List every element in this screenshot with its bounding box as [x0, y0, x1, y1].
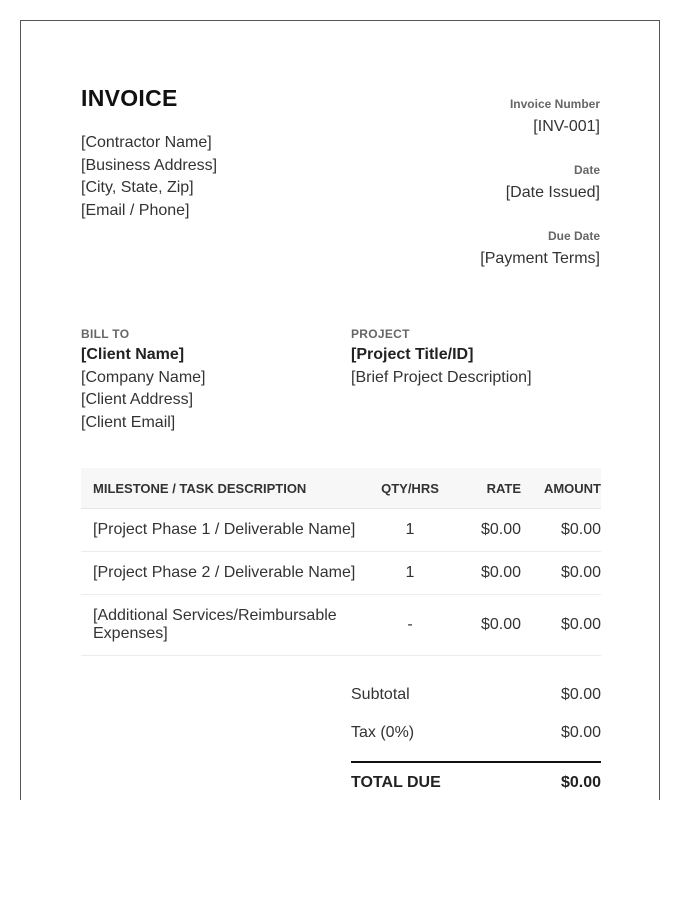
- totals-block: [351, 681, 601, 803]
- row-description: [Additional Services/Reimbursable Expenses]: [81, 595, 371, 656]
- invoice-title: INVOICE: [81, 85, 178, 111]
- contractor-city: [City, State, Zip]: [81, 179, 194, 196]
- row-rate: $0.00: [449, 595, 521, 656]
- tax-label: Tax (0%): [351, 724, 415, 741]
- client-company: [Company Name]: [81, 368, 206, 386]
- invoice-date-value: [Date Issued]: [505, 184, 600, 201]
- header-amount: AMOUNT: [521, 468, 601, 509]
- client-address: [Client Address]: [81, 391, 194, 408]
- total-due-label: TOTAL DUE: [351, 774, 441, 791]
- table-row: [81, 595, 601, 656]
- client-name: [Client Name]: [81, 346, 185, 363]
- invoice-date-group: [340, 163, 600, 229]
- bill-to-block: [81, 327, 341, 434]
- row-qty: 1: [371, 552, 449, 595]
- project-label: PROJECT: [351, 327, 410, 341]
- invoice-due-label: Due Date: [547, 229, 600, 243]
- row-qty: -: [371, 595, 449, 656]
- invoice-page: [20, 20, 660, 800]
- row-amount: $0.00: [521, 595, 601, 656]
- client-email: [Client Email]: [81, 413, 176, 431]
- tax-value: $0.00: [560, 724, 601, 741]
- bill-to-label: BILL TO: [81, 327, 130, 341]
- contractor-address: [Business Address]: [81, 156, 218, 174]
- project-title: [Project Title/ID]: [351, 346, 474, 363]
- table-header-row: [81, 468, 601, 509]
- table-row: [81, 552, 601, 595]
- table-row: [81, 509, 601, 552]
- row-description: [Project Phase 2 / Deliverable Name]: [81, 552, 371, 595]
- total-due-value: $0.00: [560, 774, 601, 791]
- subtotal-row: [351, 681, 601, 719]
- row-qty: 1: [371, 509, 449, 552]
- header-description: MILESTONE / TASK DESCRIPTION: [81, 468, 371, 509]
- line-items-table: [81, 468, 601, 656]
- contractor-block: [81, 132, 217, 222]
- header-rate: RATE: [449, 468, 521, 509]
- total-due-row: [351, 763, 601, 803]
- project-description: [Brief Project Description]: [351, 368, 532, 386]
- tax-row: [351, 719, 601, 757]
- contractor-name: [Contractor Name]: [81, 134, 212, 151]
- row-description: [Project Phase 1 / Deliverable Name]: [81, 509, 371, 552]
- subtotal-value: $0.00: [560, 686, 601, 703]
- row-rate: $0.00: [449, 509, 521, 552]
- invoice-date-label: Date: [573, 163, 600, 177]
- contractor-contact: [Email / Phone]: [81, 201, 190, 219]
- invoice-due-group: [340, 229, 600, 295]
- row-amount: $0.00: [521, 552, 601, 595]
- row-rate: $0.00: [449, 552, 521, 595]
- row-amount: $0.00: [521, 509, 601, 552]
- invoice-number-group: [340, 97, 600, 163]
- project-block: [351, 327, 611, 389]
- invoice-due-value: [Payment Terms]: [480, 250, 600, 267]
- invoice-meta: [340, 97, 600, 295]
- subtotal-label: Subtotal: [351, 686, 410, 703]
- invoice-number-value: [INV-001]: [533, 118, 600, 135]
- header-qty: QTY/HRS: [371, 468, 449, 509]
- invoice-number-label: Invoice Number: [509, 97, 600, 111]
